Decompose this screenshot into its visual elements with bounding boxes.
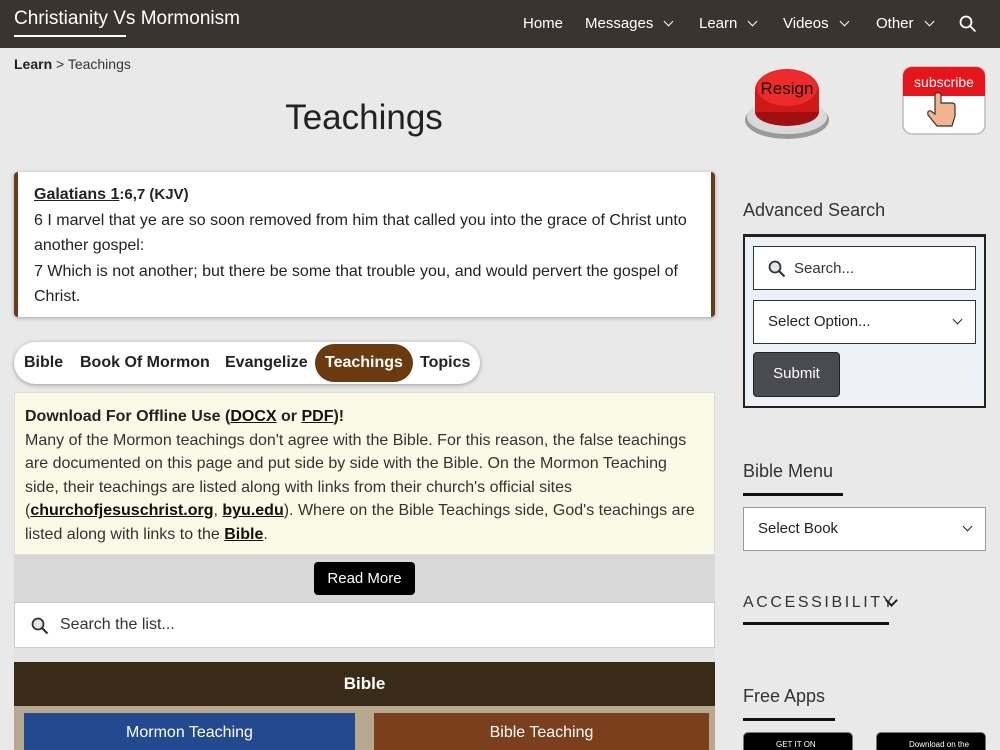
list-search-placeholder: Search the list...: [60, 616, 175, 633]
resign-button[interactable]: [743, 66, 831, 141]
verse-line: 6 I marvel that ye are so soon removed from him that called you into the grace of Christ unto another gospel:: [34, 211, 687, 254]
tab-topics[interactable]: Topics: [420, 354, 471, 371]
verse-line: 7 Which is not another; but there be some that trouble you, and would pervert the gospel of Christ.: [34, 262, 678, 305]
nav-home-label: Home: [523, 15, 564, 32]
intro-text-part: ). Where on the Bible Teachings side, God's teachings are listed along with links to the: [25, 502, 695, 543]
site-title[interactable]: Christianity Vs Mormonism: [14, 8, 240, 29]
nav-videos-label: Videos: [783, 15, 829, 32]
nav-other-label: Other: [876, 15, 914, 32]
nav-other[interactable]: [876, 15, 933, 32]
chevron-down-icon: [953, 315, 963, 325]
read-more-button[interactable]: Read More: [314, 562, 415, 595]
verse-card: [14, 172, 715, 317]
free-apps-heading: Free Apps: [743, 686, 826, 706]
list-search-input[interactable]: [14, 602, 715, 648]
breadcrumb-learn-link[interactable]: Learn: [14, 56, 53, 72]
advanced-search-heading: Advanced Search: [743, 200, 886, 220]
free-apps-rule: [743, 718, 835, 721]
tab-teachings[interactable]: Teachings: [315, 344, 413, 382]
app-store-label: Download on the: [909, 740, 970, 749]
page-title: Teachings: [285, 98, 443, 137]
select-book-dropdown[interactable]: [743, 507, 986, 551]
download-or: or: [276, 408, 302, 425]
churchofjesuschrist-link[interactable]: churchofjesuschrist.org: [30, 502, 214, 520]
nav-messages[interactable]: [585, 15, 672, 32]
mormon-teaching-column: Mormon Teaching: [24, 713, 355, 750]
nav-home[interactable]: [523, 15, 563, 32]
advanced-search-input[interactable]: [753, 246, 976, 290]
download-suffix: )!: [333, 408, 345, 425]
tab-bible[interactable]: Bible: [24, 354, 64, 371]
search-icon[interactable]: [959, 15, 977, 33]
resign-label: Resign: [760, 79, 814, 98]
bible-menu-heading: Bible Menu: [743, 461, 834, 481]
subscribe-button[interactable]: [902, 66, 986, 136]
byu-link[interactable]: byu.edu: [222, 502, 284, 520]
chevron-down-icon: [963, 522, 973, 532]
nav-learn[interactable]: [699, 15, 756, 32]
table-title: Bible: [343, 674, 386, 693]
subscribe-label: subscribe: [914, 74, 974, 90]
accessibility-toggle[interactable]: ACCESSIBILITY: [743, 594, 896, 611]
breadcrumb: [14, 56, 131, 72]
download-prefix: Download For Offline Use (: [25, 408, 231, 425]
intro-text-part: Many of the Mormon teachings don't agree with the Bible. For this reason, the false teachings are documented on this page and put side by side with the Bible. On the Mormon Teaching side, their teachings are listed along with links from their church's official sites (: [25, 431, 687, 520]
intro-text: [25, 429, 704, 547]
advanced-search-placeholder: Search...: [794, 260, 855, 277]
pdf-link[interactable]: PDF: [301, 408, 334, 425]
bible-link[interactable]: Bible: [224, 525, 264, 543]
breadcrumb-separator: >: [52, 56, 68, 72]
chevron-down-icon: [839, 16, 849, 26]
bible-teaching-column: Bible Teaching: [374, 713, 709, 750]
bible-menu-rule: [743, 493, 843, 496]
intro-box: [14, 392, 715, 555]
gap-strip: [14, 648, 715, 662]
download-line: [25, 405, 704, 429]
google-play-label: GET IT ON: [776, 740, 816, 749]
chevron-down-icon: [924, 16, 934, 26]
select-book-label: Select Book: [758, 520, 839, 537]
verse-reference: [34, 182, 695, 208]
select-option-label: Select Option...: [768, 313, 871, 330]
submit-button[interactable]: Submit: [753, 352, 840, 397]
verse-book-link[interactable]: Galatians 1: [34, 186, 120, 203]
magnifier-icon: [768, 260, 786, 278]
google-play-badge[interactable]: [743, 732, 853, 750]
site-title-underline: [14, 35, 126, 37]
accessibility-rule: [743, 622, 889, 625]
intro-text-part: .: [263, 525, 268, 543]
nav-videos[interactable]: [783, 15, 848, 32]
nav-learn-label: Learn: [699, 15, 738, 32]
verse-ref-suffix: :6,7 (KJV): [119, 186, 189, 203]
select-option-dropdown[interactable]: [753, 300, 976, 344]
breadcrumb-current: Teachings: [67, 56, 131, 72]
tab-evangelize[interactable]: Evangelize: [225, 354, 308, 371]
docx-link[interactable]: DOCX: [230, 408, 277, 425]
magnifier-icon: [31, 617, 49, 635]
tab-book-of-mormon[interactable]: Book Of Mormon: [80, 354, 210, 371]
intro-text-part: ,: [213, 502, 223, 520]
nav-messages-label: Messages: [585, 15, 654, 32]
app-store-badge[interactable]: [876, 732, 986, 750]
chevron-down-icon: [664, 16, 674, 26]
chevron-down-icon: [748, 16, 758, 26]
